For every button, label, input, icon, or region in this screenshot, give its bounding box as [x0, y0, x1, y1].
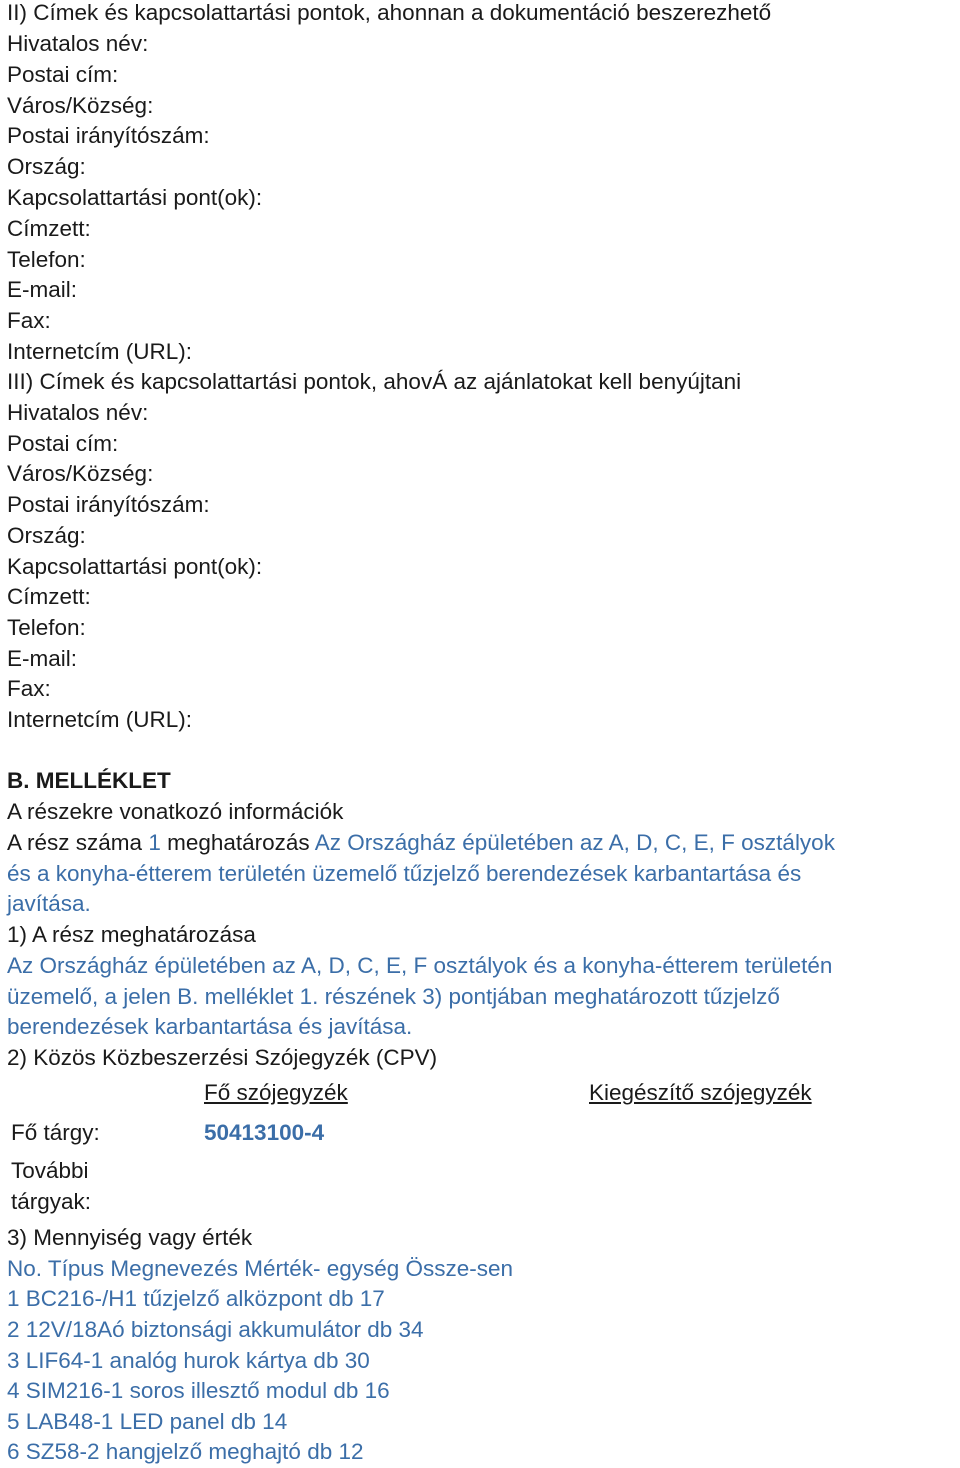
part-mid: meghatározás: [167, 830, 310, 855]
part-description: Az Országház épületében az A, D, C, E, F osztályok: [314, 830, 835, 855]
field-label: Város/Község:: [7, 461, 154, 486]
annex-subtitle: A részekre vonatkozó információk: [7, 799, 344, 824]
field-label: Postai cím:: [7, 62, 119, 87]
item-1-text: üzemelő, a jelen B. melléklet 1. részének 3) pontjában meghatározott tűzjelző: [7, 984, 780, 1009]
section-2-heading: II) Címek és kapcsolattartási pontok, ahonnan a dokumentáció beszerezhető: [7, 0, 772, 25]
part-prefix: A rész száma: [7, 830, 143, 855]
field-label: Postai irányítószám:: [7, 492, 210, 517]
field-label: Hivatalos név:: [7, 400, 149, 425]
field-label: Kapcsolattartási pont(ok):: [7, 185, 263, 210]
field-label: Ország:: [7, 154, 86, 179]
field-label: Internetcím (URL):: [7, 339, 193, 364]
item-1-heading: 1) A rész meghatározása: [7, 922, 256, 947]
quantity-table-header: No. Típus Megnevezés Mérték- egység Össze-sen: [7, 1256, 514, 1281]
cpv-row-more-label: További: [11, 1158, 89, 1183]
section-3-heading: III) Címek és kapcsolattartási pontok, ahovÁ az ajánlatokat kell benyújtani: [7, 369, 742, 394]
quantity-row: 6 SZ58-2 hangjelző meghajtó db 12: [7, 1439, 364, 1464]
part-number-line: [7, 827, 835, 858]
field-label: E-mail:: [7, 646, 78, 671]
quantity-row: 3 LIF64-1 analóg hurok kártya db 30: [7, 1348, 370, 1373]
item-3-heading: 3) Mennyiség vagy érték: [7, 1225, 253, 1250]
field-label: Telefon:: [7, 615, 86, 640]
field-label: Kapcsolattartási pont(ok):: [7, 554, 263, 579]
part-description-line: javítása.: [7, 891, 91, 916]
field-label: Telefon:: [7, 247, 86, 272]
quantity-row: 5 LAB48-1 LED panel db 14: [7, 1409, 288, 1434]
field-label: Fax:: [7, 676, 51, 701]
field-label: Címzett:: [7, 216, 91, 241]
item-1-text: berendezések karbantartása és javítása.: [7, 1014, 413, 1039]
item-1-text: Az Országház épületében az A, D, C, E, F osztályok és a konyha-étterem területén: [7, 953, 833, 978]
field-label: Fax:: [7, 308, 51, 333]
field-label: Város/Község:: [7, 93, 154, 118]
field-label: Postai irányítószám:: [7, 123, 210, 148]
item-2-heading: 2) Közös Közbeszerzési Szójegyzék (CPV): [7, 1045, 438, 1070]
cpv-main-code: 50413100-4: [204, 1120, 325, 1145]
annex-title: B. MELLÉKLET: [7, 768, 171, 793]
field-label: Címzett:: [7, 584, 91, 609]
part-description-line: és a konyha-étterem területén üzemelő tűzjelző berendezések karbantartása és: [7, 861, 802, 886]
field-label: Internetcím (URL):: [7, 707, 193, 732]
cpv-row-main-label: Fő tárgy:: [11, 1120, 100, 1145]
part-number: 1: [148, 830, 161, 855]
field-label: Postai cím:: [7, 431, 119, 456]
field-label: Hivatalos név:: [7, 31, 149, 56]
cpv-col-main: Fő szójegyzék: [204, 1080, 348, 1105]
quantity-row: 2 12V/18Aó biztonsági akkumulátor db 34: [7, 1317, 424, 1342]
quantity-row: 4 SIM216-1 soros illesztő modul db 16: [7, 1378, 390, 1403]
field-label: E-mail:: [7, 277, 78, 302]
cpv-col-supplementary: Kiegészítő szójegyzék: [589, 1080, 812, 1105]
field-label: Ország:: [7, 523, 86, 548]
quantity-row: 1 BC216-/H1 tűzjelző alközpont db 17: [7, 1286, 385, 1311]
cpv-row-more-label: tárgyak:: [11, 1189, 92, 1214]
